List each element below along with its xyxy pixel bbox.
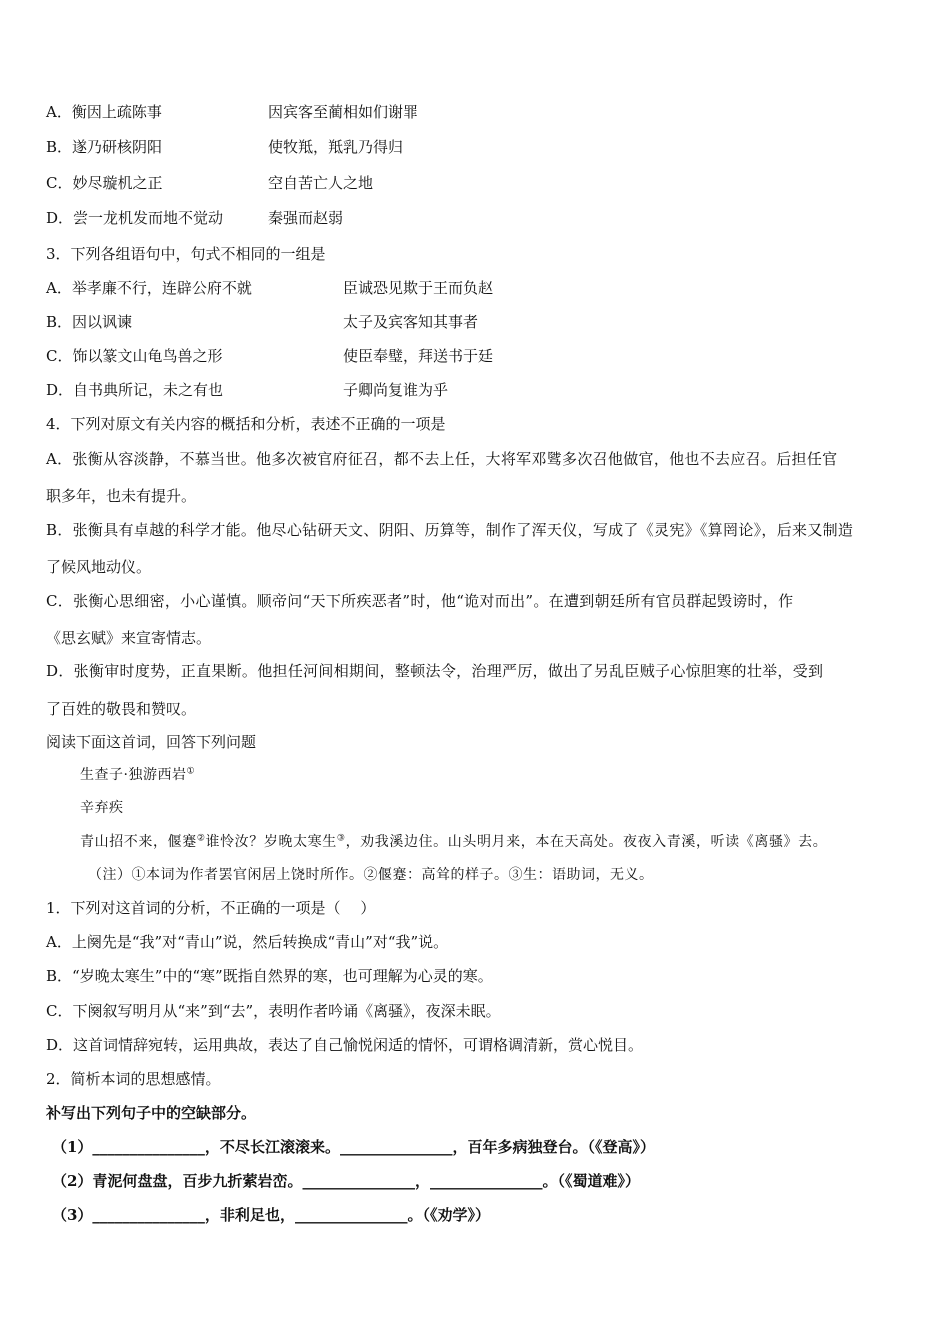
q4-line: 《思玄赋》来宣寄情志。	[46, 629, 212, 647]
q4-line: C．张衡心思细密，小心谨慎。顺帝问“天下所疾恶者”时，他“诡对而出”。在遭到朝廷所有官员群起毁谤时，作	[46, 592, 794, 610]
poem-q1-option: C．下阕叙写明月从“来”到“去”，表明作者吟诵《离骚》，夜深未眠。	[46, 1002, 501, 1020]
poem-q1-stem: 1．下列对这首词的分析，不正确的一项是（ ）	[46, 899, 376, 917]
footnote-marker: ①	[186, 766, 196, 777]
poem-author: 辛弃疾	[80, 800, 124, 816]
footnote-marker: ③	[336, 833, 346, 844]
poem-title: 生查子·独游西岩①	[80, 766, 196, 783]
footnote-marker: ②	[196, 833, 206, 844]
q3-stem: 3．下列各组语句中，句式不相同的一组是	[46, 245, 326, 263]
poem-q2-stem: 2．简析本词的思想感情。	[46, 1070, 221, 1088]
fill-item: （3）_______________，非利足也，_______________。（《劝学》）	[52, 1206, 490, 1224]
q4-stem: 4．下列对原文有关内容的概括和分析，表述不正确的一项是	[46, 415, 446, 433]
q4-line: 职多年，也未有提升。	[46, 487, 197, 505]
poem-intro: 阅读下面这首词，回答下列问题	[46, 733, 257, 751]
poem-q1-option: D．这首词情辞宛转，运用典故，表达了自己愉悦闲适的情怀，可谓格调清新，赏心悦目。	[46, 1036, 644, 1054]
fill-item: （2）青泥何盘盘，百步九折萦岩峦。_______________，_______________。（《蜀道难》）	[52, 1172, 640, 1190]
poem-annotation: （注）①本词为作者罢官闲居上饶时所作。②偃蹇：高耸的样子。③生：语助词，无义。	[88, 867, 654, 883]
poem-text: 青山招不来，偃蹇②谁怜汝？岁晚太寒生③，劝我溪边住。山头明月来，本在天高处。夜夜入青溪，听读《离骚》去。	[80, 833, 828, 850]
q4-line: 了候风地动仪。	[46, 558, 152, 576]
poem-q1-option: B．“岁晚太寒生”中的“寒”既指自然界的寒，也可理解为心灵的寒。	[46, 967, 493, 985]
poem-q1-option: A．上阕先是“我”对“青山”说，然后转换成“青山”对“我”说。	[46, 933, 449, 951]
q4-line: 了百姓的敬畏和赞叹。	[46, 700, 197, 718]
fill-item: （1）_______________，不尽长江滚滚来。_______________，百年多病独登台。（《登高》）	[52, 1138, 655, 1156]
q4-line: B．张衡具有卓越的科学才能。他尽心钻研天文、阴阳、历算等，制作了浑天仪，写成了《灵宪》《算罔论》，后来又制造	[46, 521, 854, 539]
q4-line: D．张衡审时度势，正直果断。他担任河间相期间，整顿法令，治理严厉，做出了另乱臣贼子心惊胆寒的壮举，受到	[46, 662, 824, 680]
fill-heading: 补写出下列句子中的空缺部分。	[46, 1104, 257, 1122]
q4-line: A．张衡从容淡静，不慕当世。他多次被官府征召，都不去上任，大将军邓骘多次召他做官，他也不去应召。后担任官	[46, 450, 838, 468]
